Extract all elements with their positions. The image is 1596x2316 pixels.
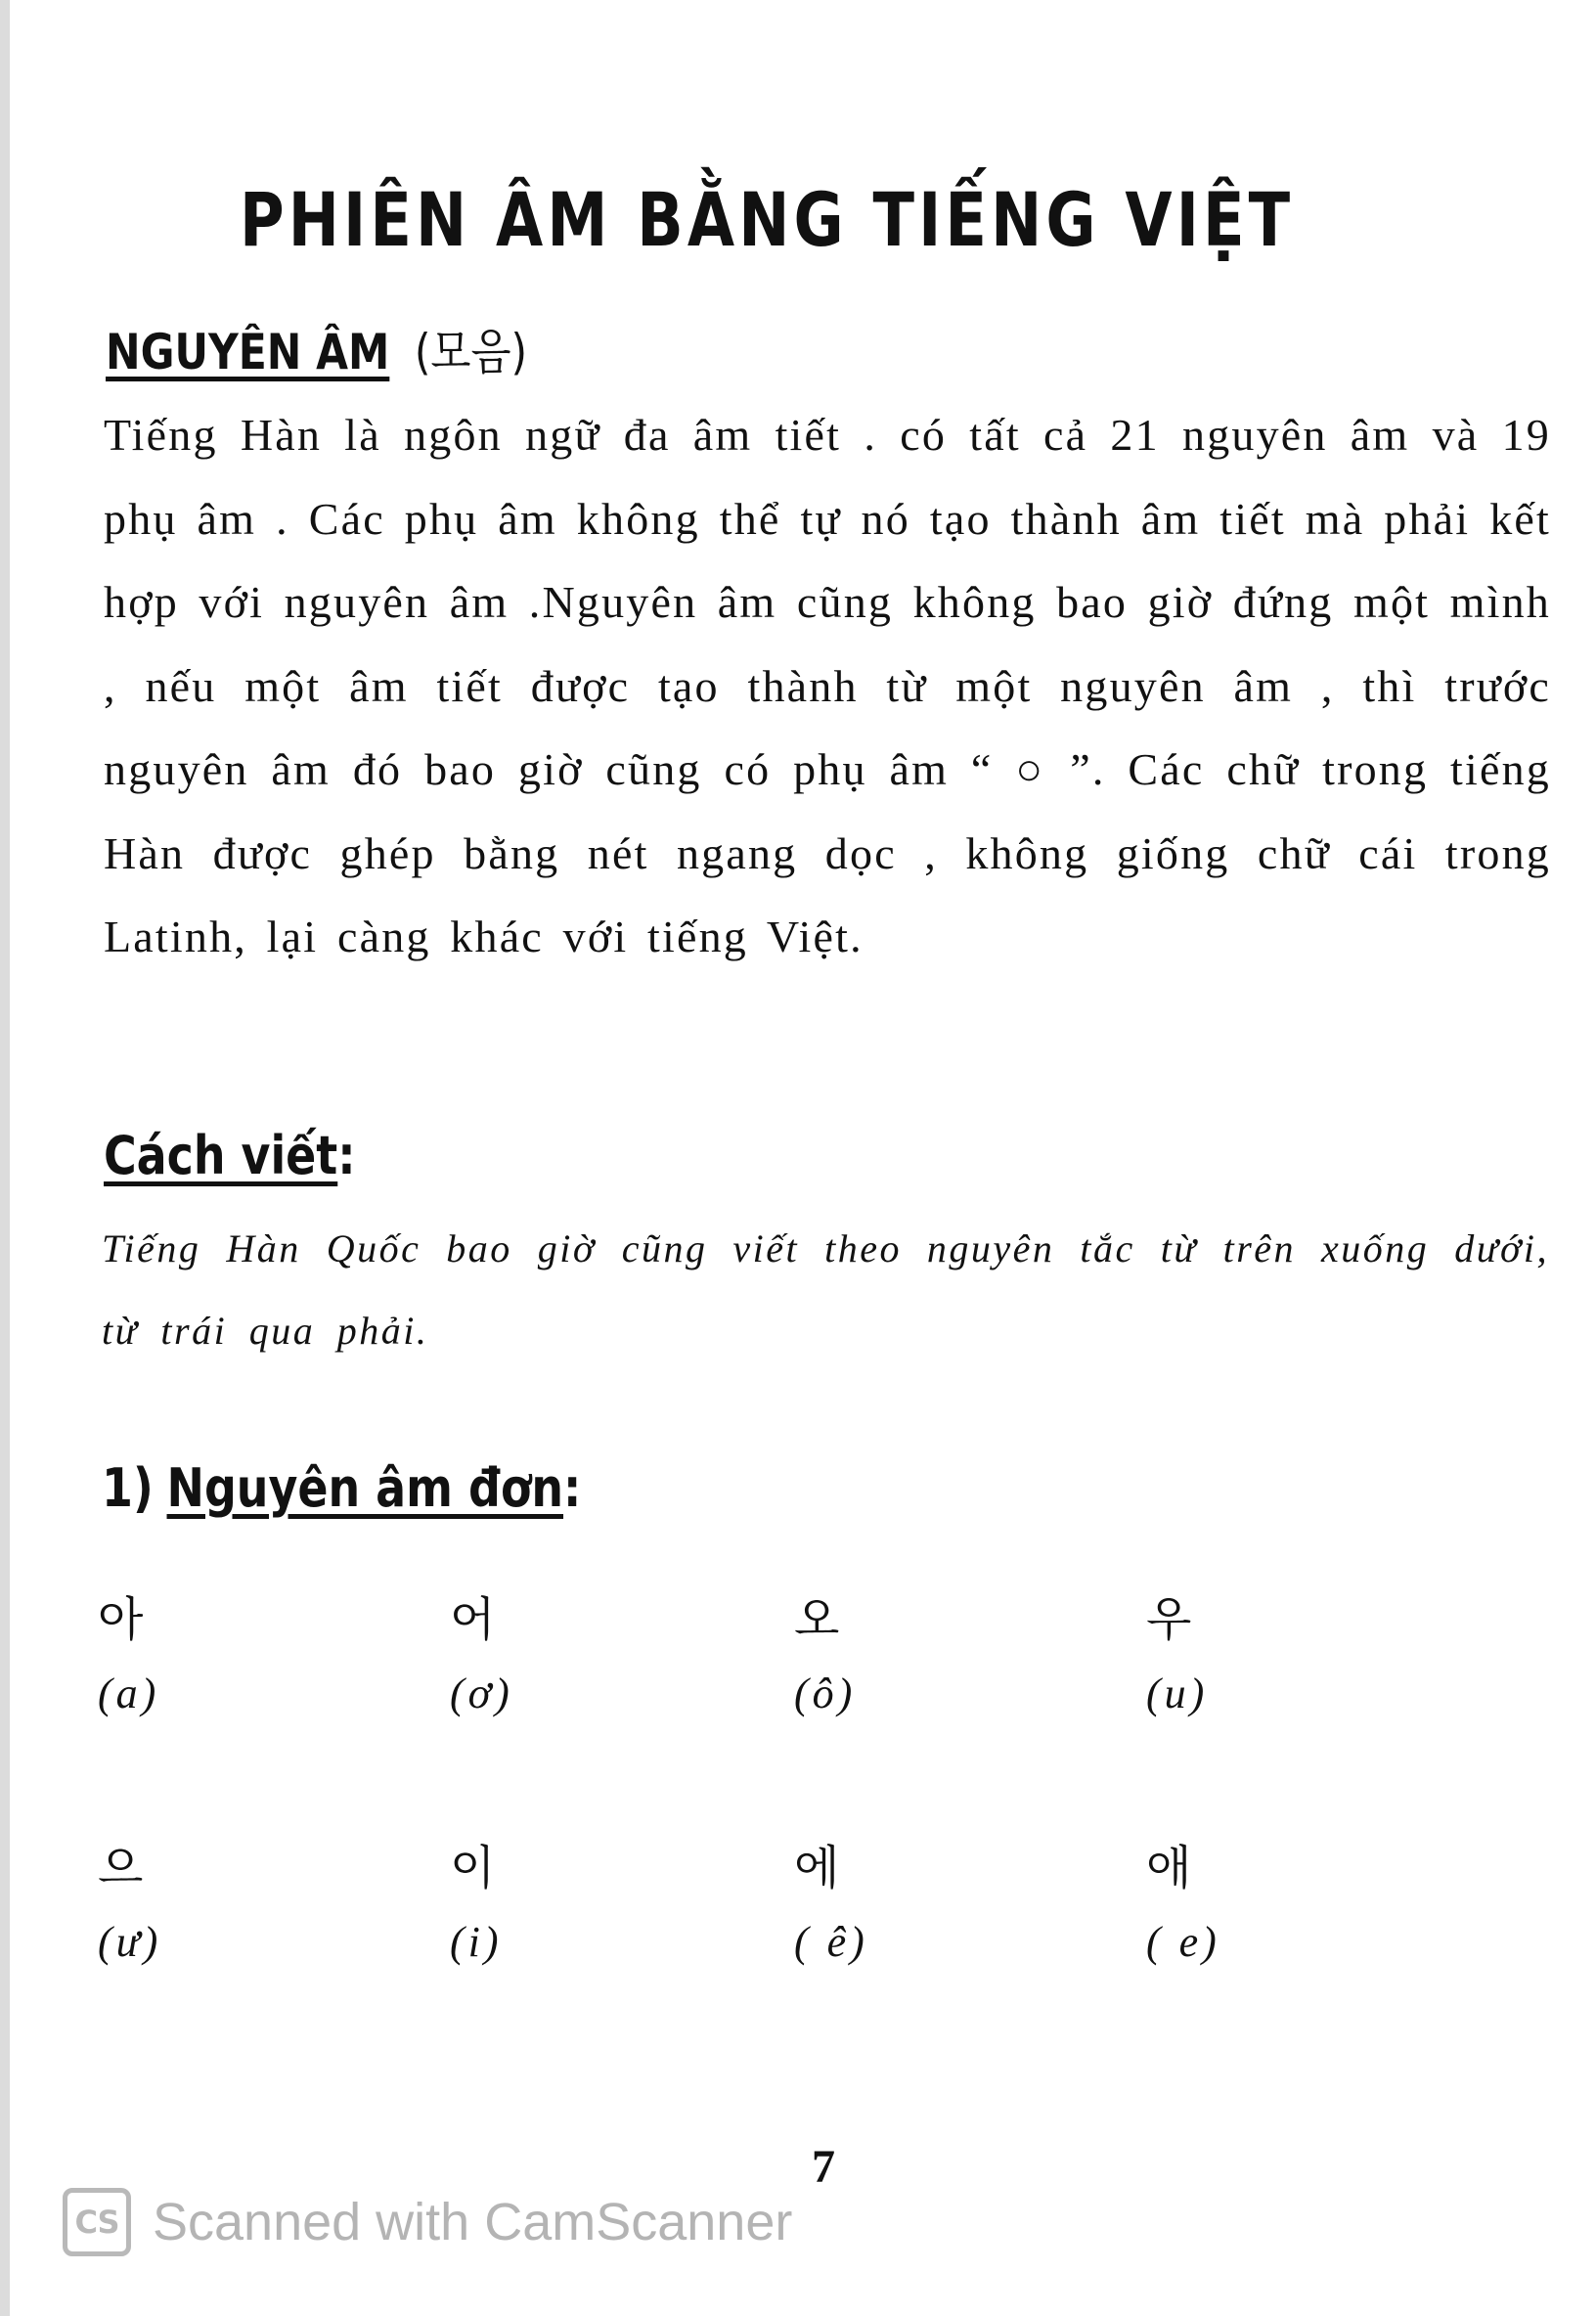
single-vowels-heading-colon: : <box>563 1457 582 1519</box>
vowel-heading-korean: (모음) <box>414 324 528 380</box>
vowel-item <box>450 1584 743 1723</box>
section-number: 1) <box>102 1457 154 1519</box>
writing-heading-colon: : <box>337 1125 356 1186</box>
page-title: PHIÊN ÂM BẰNG TIẾNG VIỆT <box>240 176 1295 263</box>
vowel-romanization: (a) <box>98 1670 160 1717</box>
single-vowels-heading <box>102 1457 581 1519</box>
vowel-item <box>794 1833 1087 1972</box>
vowel-hangul: 애 <box>1146 1841 1192 1895</box>
vowel-item <box>98 1584 391 1723</box>
vowel-grid <box>98 1584 1467 2081</box>
vowel-hangul: 에 <box>794 1841 840 1895</box>
vowel-romanization: (u) <box>1146 1670 1209 1717</box>
vowel-hangul: 우 <box>1146 1592 1192 1647</box>
vowel-romanization: (ô) <box>794 1670 857 1717</box>
vowel-romanization: ( ê) <box>794 1918 868 1966</box>
vowel-section-heading <box>106 313 527 383</box>
writing-rule-paragraph: Tiếng Hàn Quốc bao giờ cũng viết theo nguyên tắc từ trên xuống dưới, từ trái qua phải. <box>102 1226 1549 1353</box>
vowel-hangul: 오 <box>794 1592 840 1647</box>
page-edge-shadow <box>0 0 10 2316</box>
camscanner-logo-icon: CS <box>63 2188 131 2256</box>
vowel-item <box>450 1833 743 1972</box>
vowel-hangul: 아 <box>98 1592 144 1647</box>
vowel-hangul: 으 <box>98 1841 144 1895</box>
vowel-heading-text: NGUYÊN ÂM <box>106 324 390 380</box>
vowel-row <box>98 1584 1467 1833</box>
vowel-intro-paragraph: Tiếng Hàn là ngôn ngữ đa âm tiết . có tất cả 21 nguyên âm và 19 phụ âm . Các phụ âm không thể tự nó tạo thành âm tiết mà phải kết hợp với nguyên âm .Nguyên âm cũng không bao giờ đứng một mình , nếu một âm tiết được tạo thành từ một nguyên âm , thì trước nguyên âm đó bao giờ cũng có phụ âm “ ○ ”. Các chữ trong tiếng Hàn được ghép bằng nét ngang dọc , không giống chữ cái trong Latinh, lại càng khác với tiếng Việt. <box>104 410 1551 961</box>
page-number: 7 <box>812 2141 835 2193</box>
watermark-text: Scanned with CamScanner <box>153 2193 793 2251</box>
vowel-hangul: 이 <box>450 1841 496 1895</box>
vowel-item <box>1146 1833 1440 1972</box>
writing-heading-text: Cách viết <box>104 1125 338 1186</box>
vowel-romanization: (ơ) <box>450 1670 513 1717</box>
vowel-hangul: 어 <box>450 1592 496 1647</box>
single-vowels-heading-text: Nguyên âm đơn <box>166 1457 564 1519</box>
writing-section-heading <box>104 1125 356 1186</box>
vowel-item <box>794 1584 1087 1723</box>
vowel-romanization: (ư) <box>98 1918 162 1966</box>
camscanner-watermark <box>63 2183 792 2261</box>
vowel-item <box>98 1833 391 1972</box>
vowel-item <box>1146 1584 1440 1723</box>
vowel-romanization: (i) <box>450 1918 503 1966</box>
vowel-romanization: ( e) <box>1146 1918 1220 1966</box>
vowel-row <box>98 1833 1467 2081</box>
